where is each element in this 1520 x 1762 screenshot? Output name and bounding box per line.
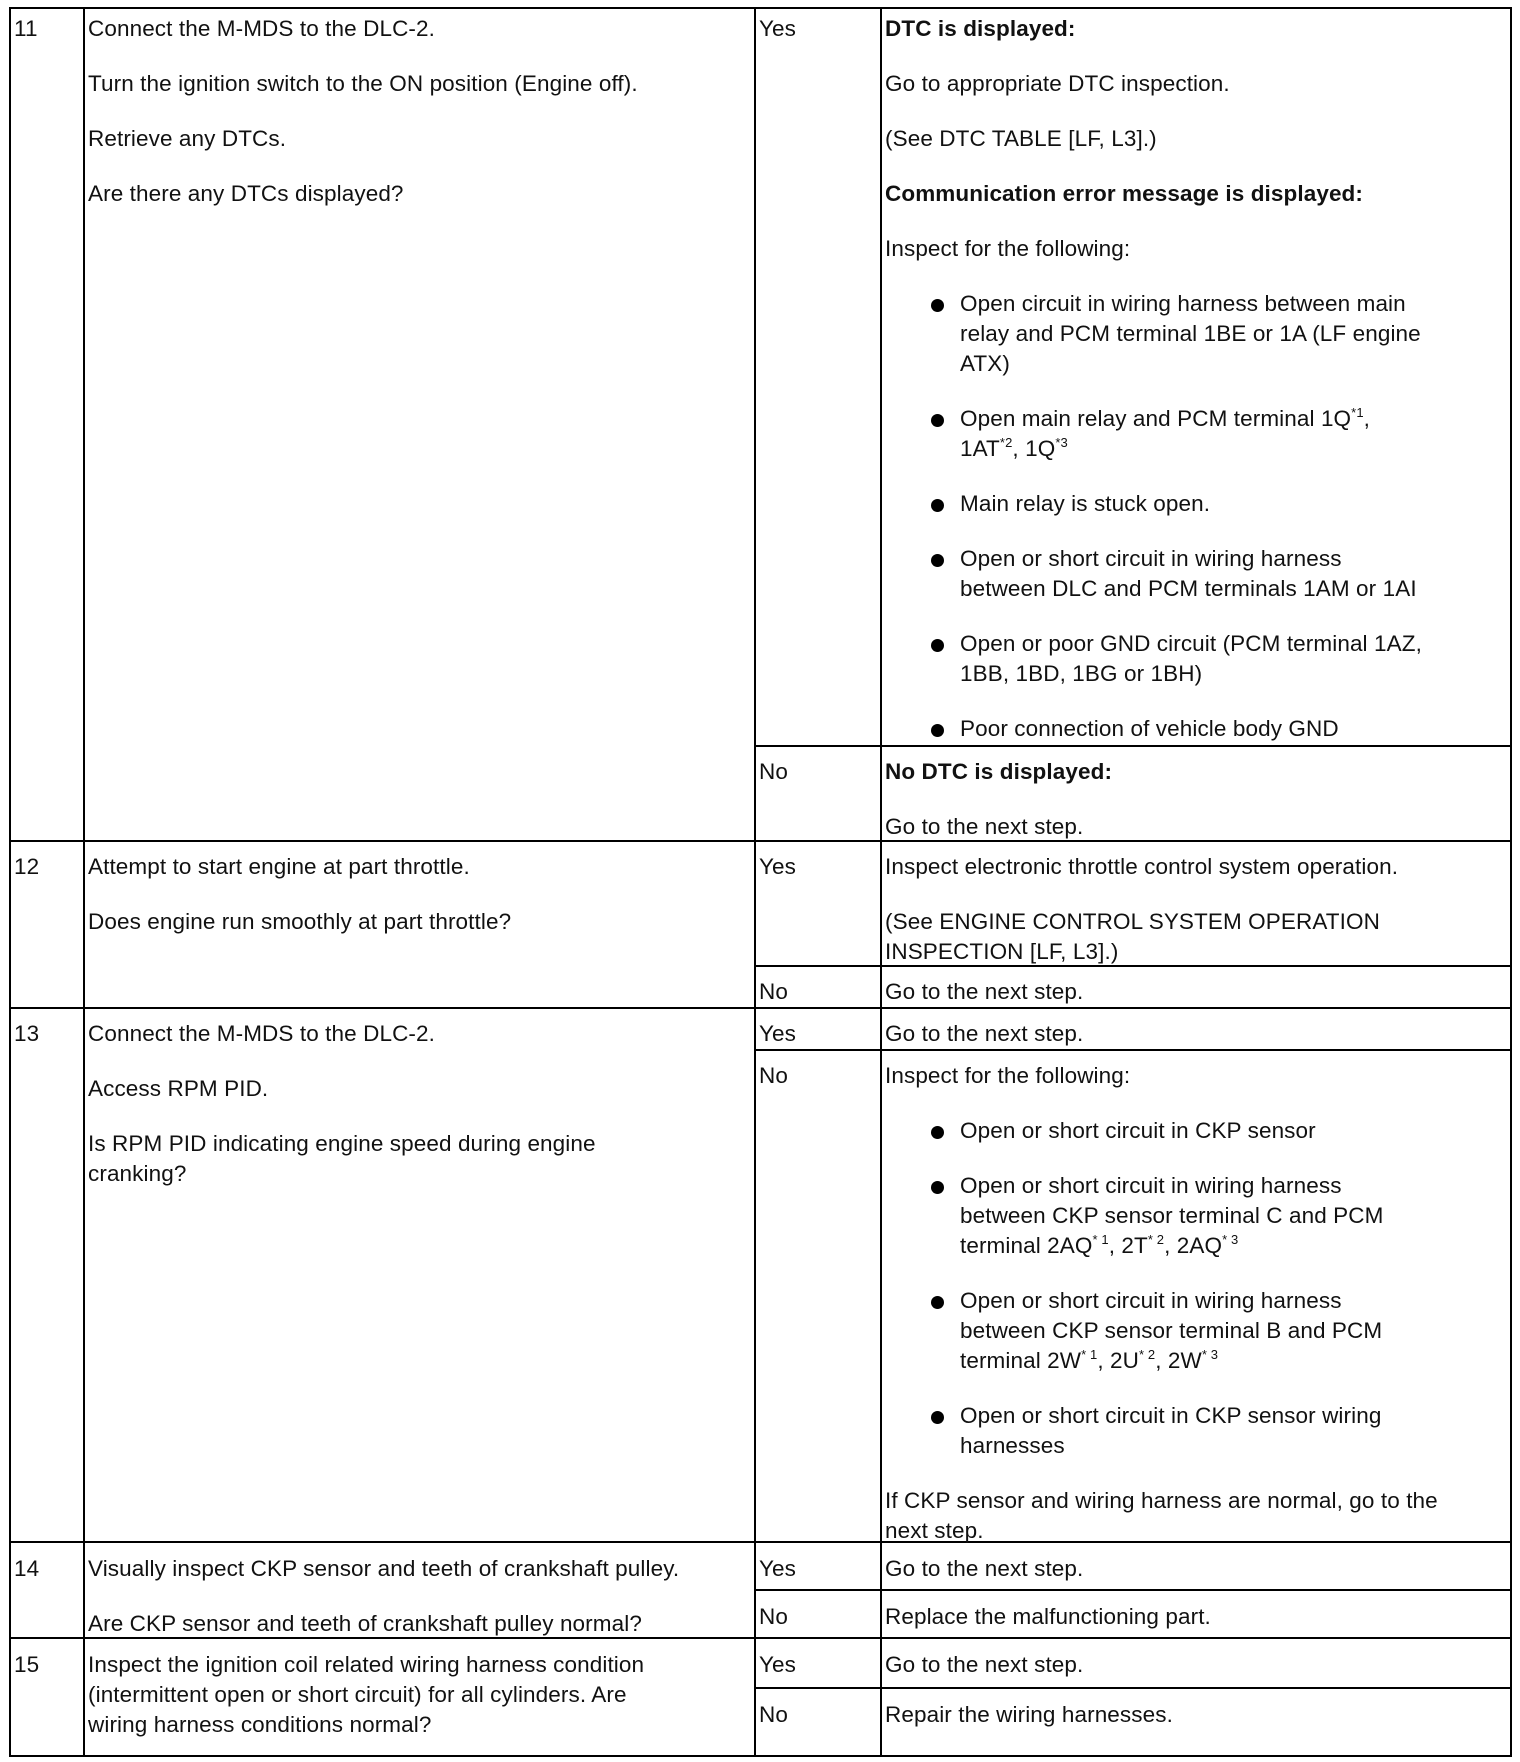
bullet-icon xyxy=(931,499,944,512)
result-line: Go to the next step. xyxy=(885,1556,1084,1581)
bullet-icon xyxy=(931,1181,944,1194)
action-line: Connect the M-MDS to the DLC-2. xyxy=(88,1021,435,1046)
result-line: Inspect for the following: xyxy=(885,236,1131,261)
result-line: Go to appropriate DTC inspection. xyxy=(885,71,1230,96)
action-line: cranking? xyxy=(88,1161,187,1186)
bullet-icon xyxy=(931,299,944,312)
no-label: No xyxy=(759,759,788,784)
no-label: No xyxy=(759,1604,788,1629)
bullet-icon xyxy=(931,1296,944,1309)
no-label: No xyxy=(759,1702,788,1727)
action-line: Inspect the ignition coil related wiring harness condition xyxy=(88,1652,645,1677)
bullet-icon xyxy=(931,554,944,567)
step-number: 15 xyxy=(14,1652,40,1677)
result-heading: DTC is displayed: xyxy=(885,16,1076,41)
step-number: 13 xyxy=(14,1021,40,1046)
result-line: Go to the next step. xyxy=(885,979,1084,1004)
action-line: Are there any DTCs displayed? xyxy=(88,181,404,206)
result-line: If CKP sensor and wiring harness are normal, go to the xyxy=(885,1488,1438,1513)
action-line: Is RPM PID indicating engine speed during engine xyxy=(88,1131,596,1156)
bullet-text: Poor connection of vehicle body GND xyxy=(960,716,1339,741)
no-label: No xyxy=(759,1063,788,1088)
yes-no-divider-12 xyxy=(754,965,1510,967)
bullet-icon xyxy=(931,639,944,652)
yes-label: Yes xyxy=(759,854,797,879)
row-divider-11-12 xyxy=(11,840,1510,842)
result-line: (See DTC TABLE [LF, L3].) xyxy=(885,126,1157,151)
bullet-text: 1BB, 1BD, 1BG or 1BH) xyxy=(960,661,1203,686)
diagnostic-table xyxy=(9,7,1512,1757)
yes-no-divider-14 xyxy=(754,1589,1510,1591)
action-line: Visually inspect CKP sensor and teeth of crankshaft pulley. xyxy=(88,1556,680,1581)
result-heading: Communication error message is displayed: xyxy=(885,181,1363,206)
result-line: Replace the malfunctioning part. xyxy=(885,1604,1211,1629)
action-line: Access RPM PID. xyxy=(88,1076,269,1101)
bullet-text: terminal 2AQ$^{* 1}$, $2T^{* 2}$, 2AQ$^{* 3}$ xyxy=(960,1232,1239,1258)
bullet-icon xyxy=(931,414,944,427)
no-label: No xyxy=(759,979,788,1004)
bullet-text: Open or short circuit in wiring harness xyxy=(960,1173,1342,1198)
step-number: 14 xyxy=(14,1556,40,1581)
result-line: Inspect for the following: xyxy=(885,1063,1131,1088)
yes-label: Yes xyxy=(759,1556,797,1581)
row-divider-12-13 xyxy=(11,1007,1510,1009)
bullet-text: Open or short circuit in wiring harness xyxy=(960,546,1342,571)
yes-no-divider-13 xyxy=(754,1049,1510,1051)
col-divider-step xyxy=(83,9,85,1755)
bullet-text: relay and PCM terminal 1BE or 1A (LF engine xyxy=(960,321,1421,346)
action-line: wiring harness conditions normal? xyxy=(88,1712,432,1737)
action-line: Turn the ignition switch to the ON position (Engine off). xyxy=(88,71,638,96)
row-divider-13-14 xyxy=(11,1541,1510,1543)
result-line: Go to the next step. xyxy=(885,814,1084,839)
bullet-text: Open main relay and PCM terminal $1Q^{*1}$, xyxy=(960,405,1371,431)
bullet-text: between CKP sensor terminal B and PCM xyxy=(960,1318,1383,1343)
bullet-text: ATX) xyxy=(960,351,1010,376)
bullet-icon xyxy=(931,1126,944,1139)
bullet-text: harnesses xyxy=(960,1433,1065,1458)
yes-label: Yes xyxy=(759,1652,797,1677)
step-number: 11 xyxy=(14,16,38,41)
result-line: (See ENGINE CONTROL SYSTEM OPERATION xyxy=(885,909,1380,934)
action-line: Are CKP sensor and teeth of crankshaft pulley normal? xyxy=(88,1611,642,1636)
bullet-text: Main relay is stuck open. xyxy=(960,491,1211,516)
action-line: (intermittent open or short circuit) for all cylinders. Are xyxy=(88,1682,627,1707)
action-line: Retrieve any DTCs. xyxy=(88,126,287,151)
result-line: INSPECTION [LF, L3].) xyxy=(885,939,1119,964)
yes-no-divider-11 xyxy=(754,745,1510,747)
bullet-text: Open or short circuit in wiring harness xyxy=(960,1288,1342,1313)
bullet-text: between CKP sensor terminal C and PCM xyxy=(960,1203,1384,1228)
step-number: 12 xyxy=(14,854,40,879)
result-line: next step. xyxy=(885,1518,984,1543)
col-divider-answer xyxy=(880,9,882,1755)
bullet-text: terminal $2W^{* 1}$, $2U^{* 2}$, $2W^{* 3}$ xyxy=(960,1347,1219,1373)
action-line: Attempt to start engine at part throttle. xyxy=(88,854,470,879)
action-line: Does engine run smoothly at part throttle? xyxy=(88,909,512,934)
bullet-text: Open or short circuit in CKP sensor xyxy=(960,1118,1316,1143)
result-heading: No DTC is displayed: xyxy=(885,759,1113,784)
bullet-icon xyxy=(931,1411,944,1424)
result-line: Go to the next step. xyxy=(885,1021,1084,1046)
yes-label: Yes xyxy=(759,16,797,41)
result-line: Go to the next step. xyxy=(885,1652,1084,1677)
bullet-text: between DLC and PCM terminals 1AM or 1AI xyxy=(960,576,1417,601)
bullet-text: Open or poor GND circuit (PCM terminal 1AZ, xyxy=(960,631,1422,656)
col-divider-action xyxy=(754,9,756,1755)
result-line: Repair the wiring harnesses. xyxy=(885,1702,1173,1727)
bullet-text: 1AT$^{*2}$, $1Q^{*3}$ xyxy=(960,435,1068,461)
bullet-text: Open circuit in wiring harness between main xyxy=(960,291,1406,316)
action-line: Connect the M-MDS to the DLC-2. xyxy=(88,16,435,41)
bullet-text: Open or short circuit in CKP sensor wiring xyxy=(960,1403,1382,1428)
yes-no-divider-15 xyxy=(754,1687,1510,1689)
result-line: Inspect electronic throttle control system operation. xyxy=(885,854,1399,879)
bullet-icon xyxy=(931,724,944,737)
yes-label: Yes xyxy=(759,1021,797,1046)
